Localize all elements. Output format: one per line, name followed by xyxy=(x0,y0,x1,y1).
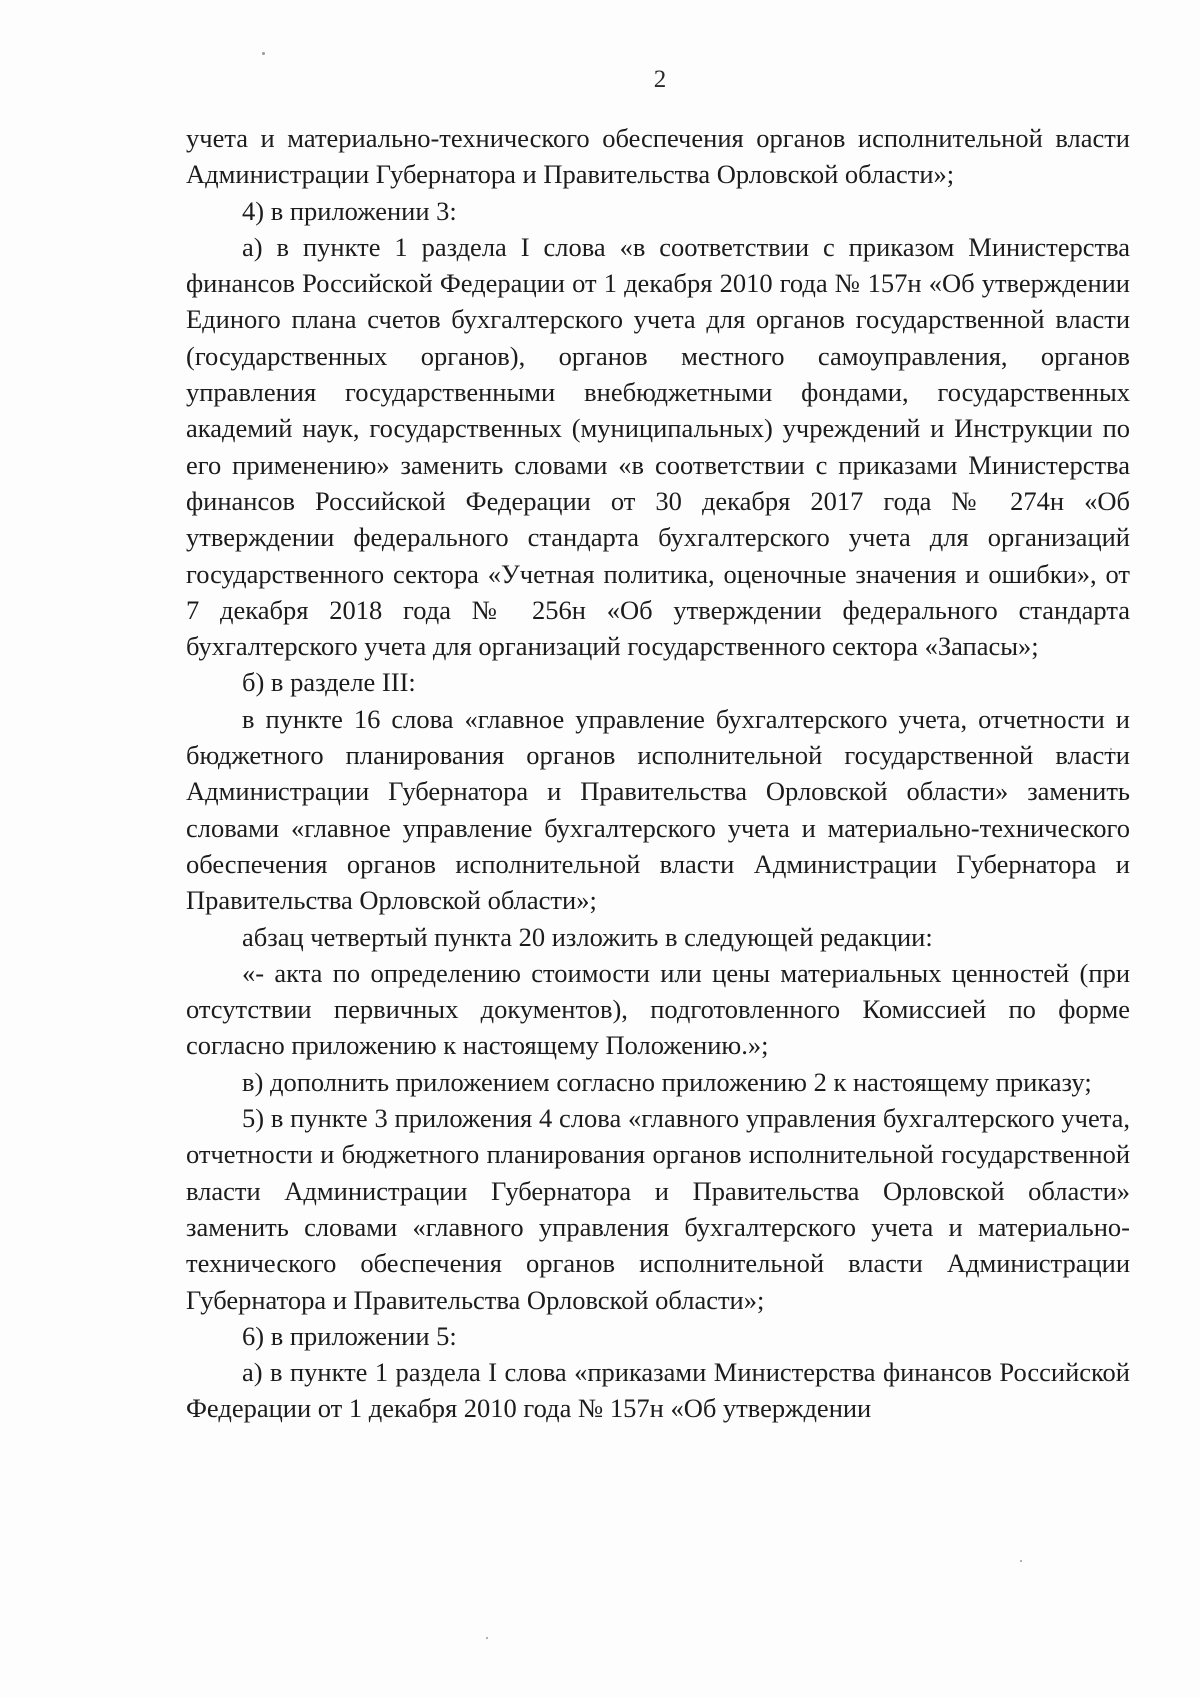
paragraph: в пункте 16 слова «главное управление бухгалтерского учета, отчетности и бюджетного планирования органов исполнительной государственной власти Администрации Губернатора и Правительства Орловской области» заменить словами «главное управление бухгалтерского учета и материально-технического обеспечения органов исполнительной власти Администрации Губернатора и Правительства Орловской области»; xyxy=(186,703,1130,916)
scan-speck xyxy=(262,52,265,55)
scan-speck xyxy=(1020,1560,1022,1562)
document-body xyxy=(186,120,1130,1427)
page-number: 2 xyxy=(653,66,667,93)
paragraph: б) в разделе III: xyxy=(242,667,416,698)
paragraph: а) в пункте 1 раздела I слова «в соответствии с приказом Министерства финансов Российской Федерации от 1 декабря 2010 года № 157н «Об утверждении Единого плана счетов бухгалтерского учета для органов государственной власти (государственных органов), органов местного самоуправления, органов управления государственными внебюджетными фондами, государственных академий наук, государственных (муниципальных) учреждений и Инструкции по его применению» заменить словами «в соответствии с приказами Министерства финансов Российской Федерации от 30 декабря 2017 года № 274н «Об утверждении федерального стандарта бухгалтерского учета для организаций государственного сектора «Учетная политика, оценочные значения и ошибки», от 7 декабря 2018 года № 256н «Об утверждении федерального стандарта бухгалтерского учета для организаций государственного сектора «Запасы»; xyxy=(186,231,1130,662)
paragraph: 4) в приложении 3: xyxy=(242,195,457,226)
paragraph: учета и материально-технического обеспечения органов исполнительной власти Администрации Губернатора и Правительства Орловской области»; xyxy=(186,123,1130,190)
scan-speck xyxy=(486,1637,488,1639)
paragraph: абзац четвертый пункта 20 изложить в следующей редакции: xyxy=(242,921,933,952)
paragraph: 6) в приложении 5: xyxy=(242,1320,457,1351)
paragraph: а) в пункте 1 раздела I слова «приказами Министерства финансов Российской Федерации от 1 декабря 2010 года № 157н «Об утверждении xyxy=(186,1357,1130,1424)
paragraph: в) дополнить приложением согласно приложению 2 к настоящему приказу; xyxy=(242,1066,1092,1097)
paragraph: «- акта по определению стоимости или цены материальных ценностей (при отсутствии первичных документов), подготовленного Комиссией по форме согласно приложению к настоящему Положению.»; xyxy=(186,957,1130,1061)
paragraph: 5) в пункте 3 приложения 4 слова «главного управления бухгалтерского учета, отчетности и бюджетного планирования органов исполнительной государственной власти Администрации Губернатора и Правительства Орловской области» заменить словами «главного управления бухгалтерского учета и материально-технического обеспечения органов исполнительной власти Администрации Губернатора и Правительства Орловской области»; xyxy=(186,1103,1130,1315)
